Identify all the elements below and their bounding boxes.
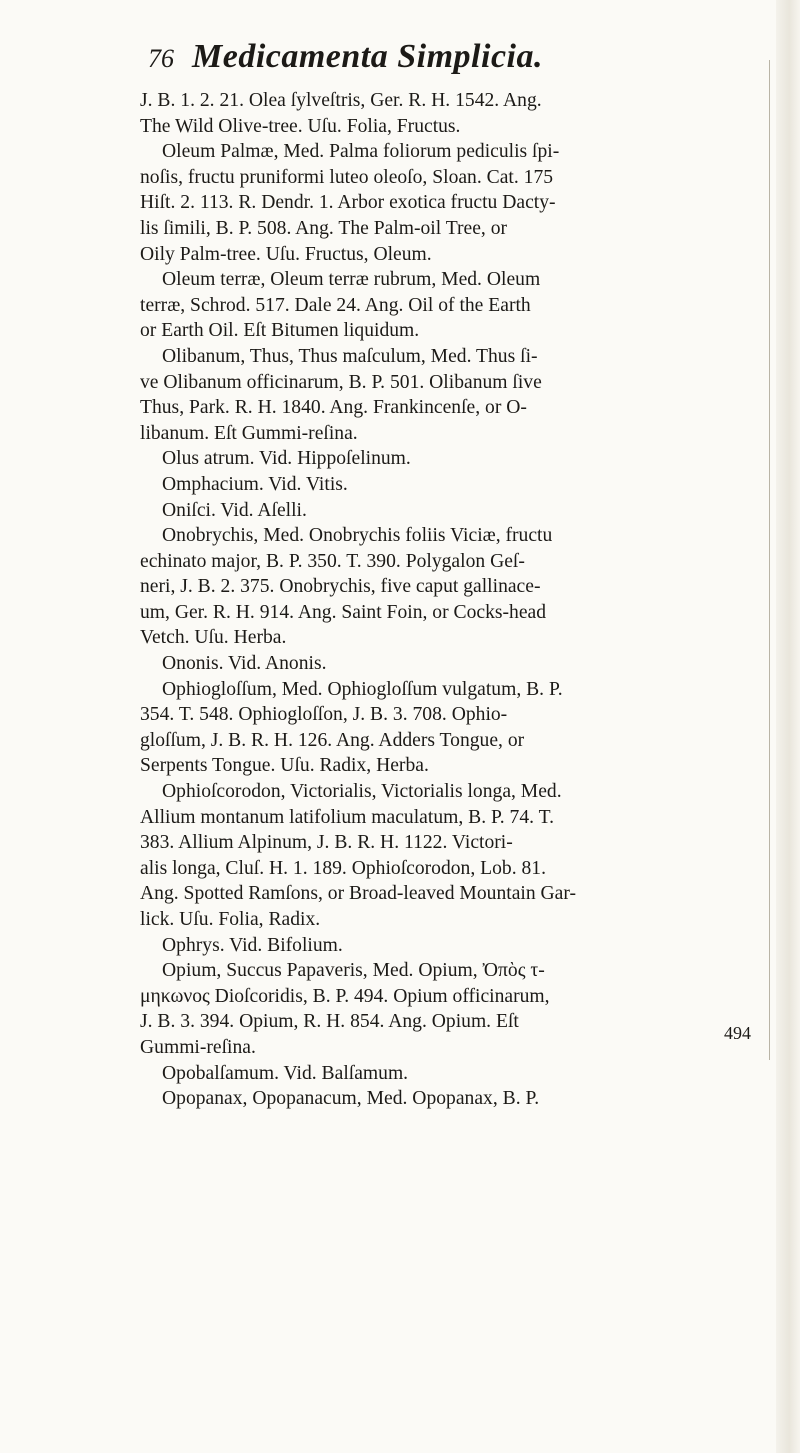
text-line: Allium montanum latifolium maculatum, B. P. 74. T. (140, 806, 554, 828)
text-line: Hiſt. 2. 113. R. Dendr. 1. Arbor exotica fructu Dacty- (140, 192, 556, 214)
gutter-rule (769, 60, 770, 1060)
running-title: Medicamenta Simplicia. (192, 38, 543, 75)
text-line: Ophioſcorodon, Victorialis, Victorialis longa, Med. (162, 781, 562, 803)
text-line: or Earth Oil. Eſt Bitumen liquidum. (140, 320, 420, 342)
page-header (148, 38, 543, 76)
catchword: 494 (724, 1023, 751, 1043)
text-line: J. B. 1. 2. 21. Olea ſylveſtris, Ger. R. H. 1542. Ang. (140, 90, 542, 111)
text-line: noſis, fructu pruniformi luteo oleoſo, Sloan. Cat. 175 (140, 166, 554, 188)
text-line: J. B. 3. 394. Opium, R. H. 854. Ang. Opium. Eſt (140, 1011, 519, 1033)
page-number: 76 (148, 44, 174, 73)
text-line: Oily Palm-tree. Uſu. Fructus, Oleum. (140, 243, 432, 265)
text-line: Opobalſamum. Vid. Balſamum. (162, 1062, 409, 1084)
text-line: ve Olibanum officinarum, B. P. 501. Olibanum ſive (140, 371, 542, 393)
text-line: gloſſum, J. B. R. H. 126. Ang. Adders Tongue, or (140, 729, 525, 751)
text-line: Opium, Succus Papaveris, Med. Opium, Ὀπὸς τ- (162, 960, 545, 982)
text-line: 383. Allium Alpinum, J. B. R. H. 1122. Victori- (140, 832, 513, 854)
text-line: Ophrys. Vid. Bifolium. (162, 934, 343, 956)
text-line: lick. Uſu. Folia, Radix. (140, 909, 321, 930)
text-line: Oleum Palmæ, Med. Palma foliorum pediculis ſpi- (162, 141, 560, 163)
text-line: Oniſci. Vid. Aſelli. (162, 499, 307, 521)
body-text (140, 88, 776, 1112)
text-line: Onobrychis, Med. Onobrychis foliis Viciæ, fructu (162, 525, 553, 547)
text-line: um, Ger. R. H. 914. Ang. Saint Foin, or Cocks-head (140, 601, 547, 623)
text-line: 354. T. 548. Ophiogloſſon, J. B. 3. 708. Ophio- (140, 704, 508, 726)
text-line: The Wild Olive-tree. Uſu. Folia, Fructus. (140, 115, 461, 137)
text-line: Vetch. Uſu. Herba. (140, 627, 287, 649)
text-line: echinato major, B. P. 350. T. 390. Polygalon Geſ- (140, 550, 525, 572)
text-line: Ophiogloſſum, Med. Ophiogloſſum vulgatum, B. P. (162, 678, 563, 700)
text-line: lis ſimili, B. P. 508. Ang. The Palm-oil Tree, or (140, 217, 508, 239)
text-line: Serpents Tongue. Uſu. Radix, Herba. (140, 755, 429, 777)
text-line: Olibanum, Thus, Thus maſculum, Med. Thus ſi- (162, 345, 538, 367)
text-line: Ang. Spotted Ramſons, or Broad-leaved Mountain Gar- (140, 883, 577, 905)
text-line: neri, J. B. 2. 375. Onobrychis, five caput gallinace- (140, 576, 541, 598)
text-line: terræ, Schrod. 517. Dale 24. Ang. Oil of the Earth (140, 294, 531, 316)
text-line: Ononis. Vid. Anonis. (162, 653, 327, 675)
text-line: Omphacium. Vid. Vitis. (162, 473, 348, 495)
text-line: Olus atrum. Vid. Hippoſelinum. (162, 448, 411, 470)
text-line: μηκωνος Dioſcoridis, B. P. 494. Opium officinarum, (140, 985, 550, 1007)
page-gutter (776, 0, 800, 1453)
text-line: libanum. Eſt Gummi-reſina. (140, 422, 358, 444)
text-line: Thus, Park. R. H. 1840. Ang. Frankincenſe, or O- (140, 397, 527, 419)
text-line: Opopanax, Opopanacum, Med. Opopanax, B. P. (162, 1088, 540, 1110)
text-line: Oleum terræ, Oleum terræ rubrum, Med. Oleum (162, 269, 541, 291)
text-line: alis longa, Cluſ. H. 1. 189. Ophioſcorodon, Lob. 81. (140, 857, 546, 879)
text-line: Gummi-reſina. (140, 1036, 256, 1058)
